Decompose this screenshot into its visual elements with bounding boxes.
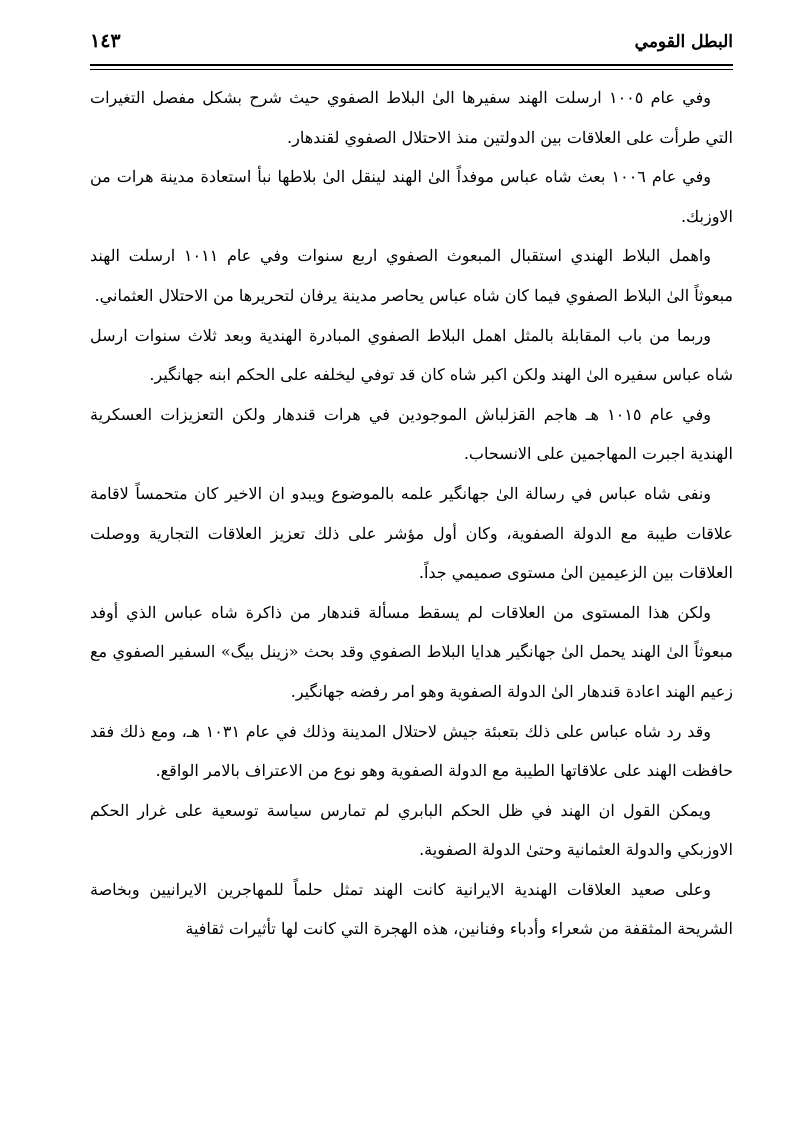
body-text (90, 78, 733, 949)
paragraph: وربما من باب المقابلة بالمثل اهمل البلاط الصفوي المبادرة الهندية وبعد ثلاث سنوات ارسل شاه عباس سفيره الىٰ الهند ولكن اكبر شاه كان قد توفي ليخلفه على الحكم ابنه جهانگير. (90, 325, 733, 385)
page-header (90, 28, 733, 62)
paragraph: واهمل البلاط الهندي استقبال المبعوث الصفوي اربع سنوات وفي عام ١٠١١ ارسلت الهند مبعوثاً الىٰ البلاط الصفوي فيما كان شاه عباس يحاصر مدينة يرفان لتحريرها من الاحتلال العثماني. (90, 246, 733, 305)
paragraph: وعلى صعيد العلاقات الهندية الايرانية كانت الهند تمثل حلماً للمهاجرين الايرانيين وبخاصة الشريحة المثقفة من شعراء وأدباء وفنانين، هذه الهجرة التي كانت لها تأثيرات ثقافية (90, 879, 733, 939)
header-rule (90, 64, 733, 66)
paragraph: ويمكن القول ان الهند في ظل الحكم البابري لم تمارس سياسة توسعية على غرار الحكم الاوزبكي والدولة العثمانية وحتىٰ الدولة الصفوية. (90, 800, 733, 860)
paragraph: وفي عام ١٠٠٦ بعث شاه عباس موفداً الىٰ الهند لينقل الىٰ بلاطها نبأ استعادة مدينة هرات من الاوزبك. (90, 167, 733, 226)
running-title: البطل القومي (634, 32, 733, 52)
paragraph: وفي عام ١٠٠٥ ارسلت الهند سفيرها الىٰ البلاط الصفوي حيث شرح بشكل مفصل التغيرات التي طرأت على العلاقات بين الدولتين منذ الاحتلال الصفوي لقندهار. (90, 88, 733, 147)
paragraph: وفي عام ١٠١٥ هـ هاجم القزلباش الموجودين في هرات قندهار ولكن التعزيزات العسكرية الهندية اجبرت المهاجمين على الانسحاب. (90, 404, 733, 464)
paragraph: وقد رد شاه عباس على ذلك بتعبئة جيش لاحتلال المدينة وذلك في عام ١٠٣١ هـ، ومع ذلك فقد حافظت الهند على علاقاتها الطيبة مع الدولة الصفوية وهو نوع من الاعتراف بالامر الواقع. (90, 721, 733, 781)
paragraph: ولكن هذا المستوى من العلاقات لم يسقط مسألة قندهار من ذاكرة شاه عباس الذي أوفد مبعوثاً الىٰ الهند يحمل الىٰ جهانگير هدايا البلاط الصفوي وقد بحث «زينل بيگ» السفير الصفوي مع زعيم الهند اعادة قندهار الىٰ الدولة الصفوية وهو امر رفضه جهانگير. (90, 602, 733, 701)
paragraph: ونفى شاه عباس في رسالة الىٰ جهانگير علمه بالموضوع ويبدو ان الاخير كان متحمساً لاقامة علاقات طيبة مع الدولة الصفوية، وكان أول مؤشر على ذلك تعزيز العلاقات التجارية ووصلت العلاقات بين الزعيمين الىٰ مستوى صميمي جداً. (90, 483, 733, 583)
page-number: ١٤٣ (90, 30, 121, 52)
header-rule-thin (90, 69, 733, 70)
